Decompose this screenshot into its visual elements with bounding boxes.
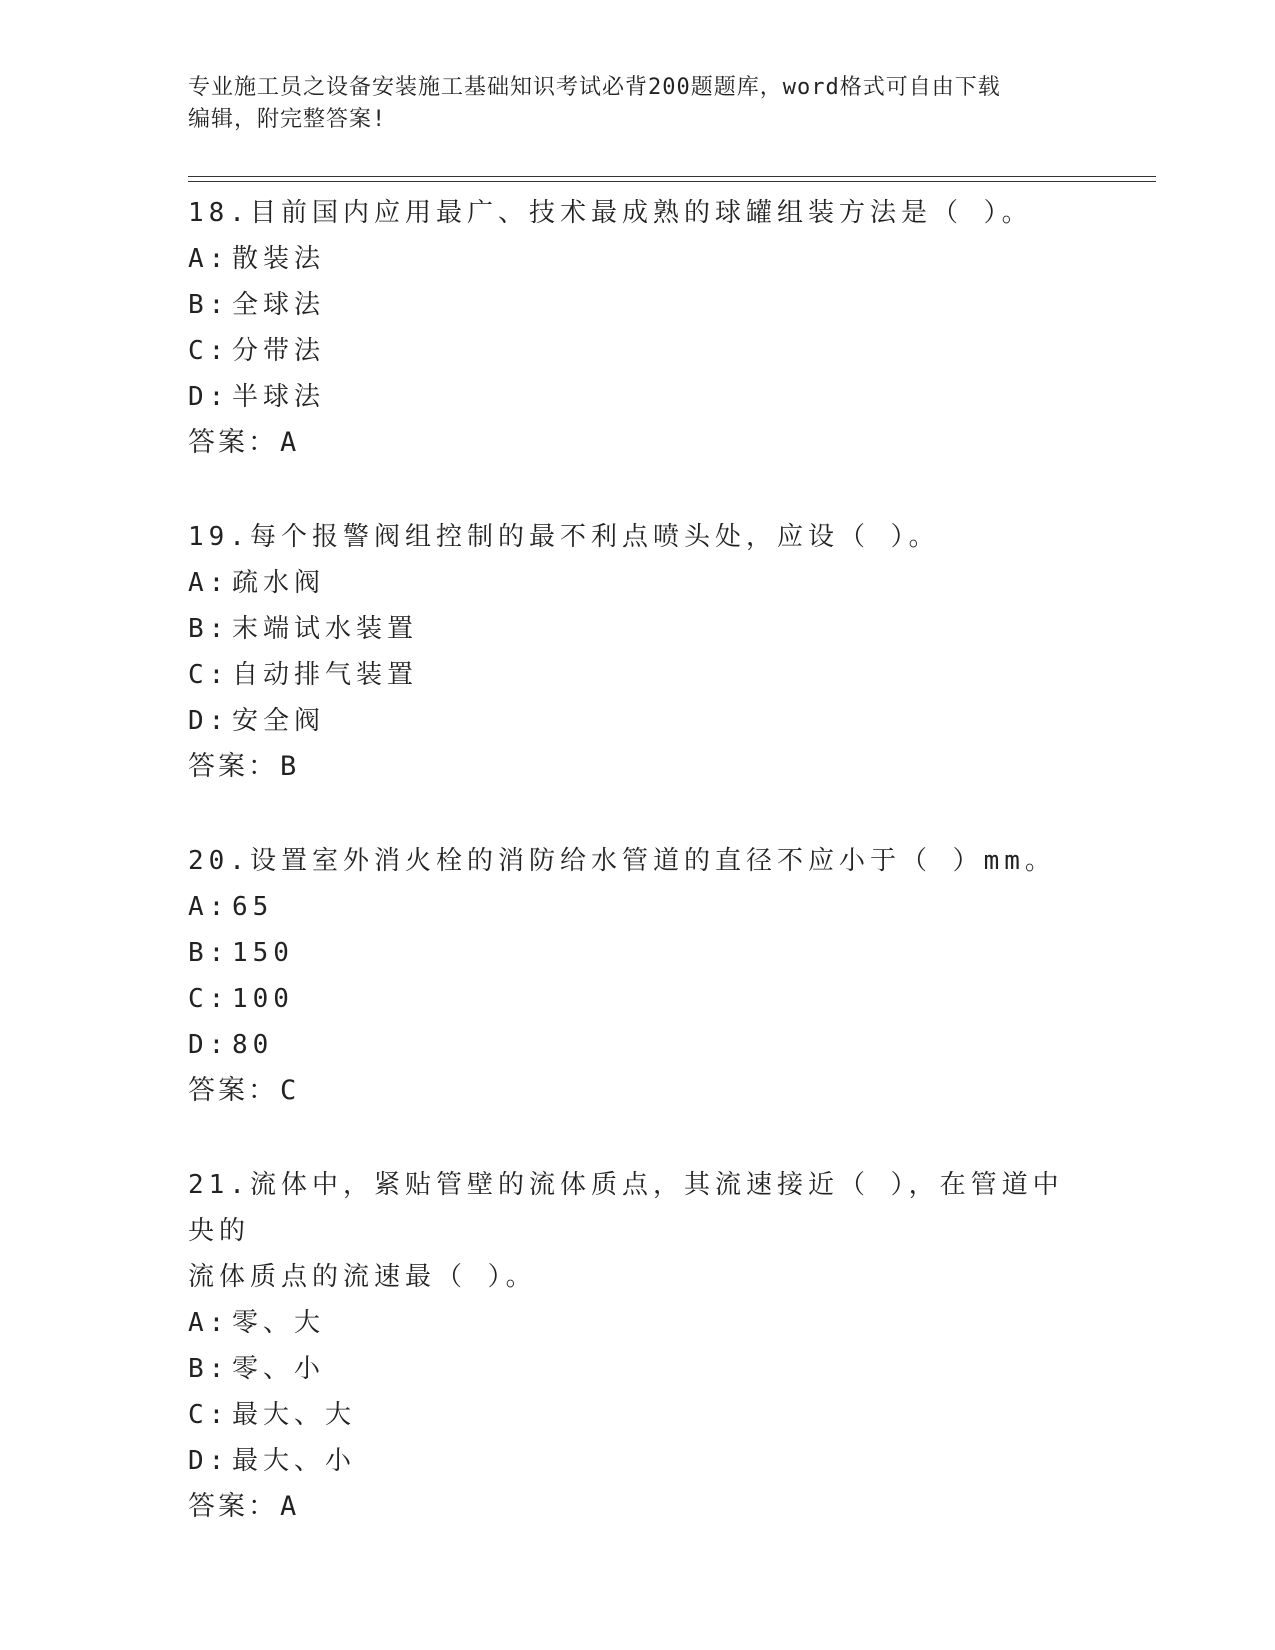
question-stem: 21.流体中，紧贴管壁的流体质点，其流速接近（ ），在管道中央的 <box>188 1170 1064 1246</box>
header-divider-bottom <box>188 181 1156 182</box>
option-b <box>188 606 1088 652</box>
option-text: 半球法 <box>232 382 326 412</box>
option-c <box>188 976 1088 1022</box>
option-text: 散装法 <box>232 244 326 274</box>
answer-line <box>188 1068 1088 1114</box>
option-key: A: <box>188 1308 230 1338</box>
option-d <box>188 698 1088 744</box>
option-text: 零、大 <box>232 1308 326 1338</box>
option-key: D: <box>188 382 230 412</box>
option-key: D: <box>188 1030 230 1060</box>
option-key: A: <box>188 892 230 922</box>
question-18 <box>188 190 1088 466</box>
header-title-line-1: 专业施工员之设备安装施工基础知识考试必背200题题库，word格式可自由下载 <box>188 75 1001 100</box>
option-key: C: <box>188 1400 230 1430</box>
answer-value: A <box>280 1491 300 1522</box>
option-text: 末端试水装置 <box>232 614 419 644</box>
option-text: 自动排气装置 <box>232 660 419 690</box>
option-a <box>188 884 1088 930</box>
option-key: B: <box>188 614 230 644</box>
answer-value: A <box>280 427 300 458</box>
option-a <box>188 1300 1088 1346</box>
option-c <box>188 652 1088 698</box>
option-key: C: <box>188 660 230 690</box>
answer-line <box>188 744 1088 790</box>
option-text: 疏水阀 <box>232 568 326 598</box>
option-text: 100 <box>232 984 294 1014</box>
option-text: 65 <box>232 892 274 922</box>
option-text: 最大、大 <box>232 1400 357 1430</box>
option-d <box>188 1022 1088 1068</box>
option-text: 零、小 <box>232 1354 326 1384</box>
option-text: 全球法 <box>232 290 326 320</box>
option-key: C: <box>188 336 230 366</box>
answer-line <box>188 1484 1088 1530</box>
answer-value: B <box>280 751 300 782</box>
question-19 <box>188 514 1088 790</box>
answer-label: 答案： <box>188 1491 278 1522</box>
option-key: B: <box>188 938 230 968</box>
option-key: D: <box>188 1446 230 1476</box>
option-b <box>188 930 1088 976</box>
question-stem: 19.每个报警阀组控制的最不利点喷头处，应设（ ）。 <box>188 522 940 552</box>
question-stem-continued: 流体质点的流速最（ ）。 <box>188 1262 537 1292</box>
question-20 <box>188 838 1088 1114</box>
option-text: 150 <box>232 938 294 968</box>
option-key: B: <box>188 290 230 320</box>
question-21 <box>188 1162 1088 1530</box>
answer-label: 答案： <box>188 1075 278 1106</box>
option-d <box>188 374 1088 420</box>
option-text: 安全阀 <box>232 706 326 736</box>
option-d <box>188 1438 1088 1484</box>
option-text: 分带法 <box>232 336 326 366</box>
option-key: D: <box>188 706 230 736</box>
option-c <box>188 1392 1088 1438</box>
question-stem: 20.设置室外消火栓的消防给水管道的直径不应小于（ ）mm。 <box>188 846 1056 876</box>
answer-label: 答案： <box>188 427 278 458</box>
option-a <box>188 236 1088 282</box>
option-text: 最大、小 <box>232 1446 357 1476</box>
question-list <box>188 190 1088 1578</box>
header-title-line-2: 编辑，附完整答案! <box>188 107 387 132</box>
option-key: B: <box>188 1354 230 1384</box>
document-header <box>188 72 1068 136</box>
header-divider-top <box>188 176 1156 177</box>
answer-value: C <box>280 1075 300 1106</box>
option-c <box>188 328 1088 374</box>
option-key: C: <box>188 984 230 1014</box>
answer-label: 答案： <box>188 751 278 782</box>
answer-line <box>188 420 1088 466</box>
option-text: 80 <box>232 1030 274 1060</box>
question-stem: 18.目前国内应用最广、技术最成熟的球罐组装方法是（ ）。 <box>188 198 1033 228</box>
option-b <box>188 282 1088 328</box>
option-key: A: <box>188 244 230 274</box>
option-key: A: <box>188 568 230 598</box>
option-b <box>188 1346 1088 1392</box>
option-a <box>188 560 1088 606</box>
